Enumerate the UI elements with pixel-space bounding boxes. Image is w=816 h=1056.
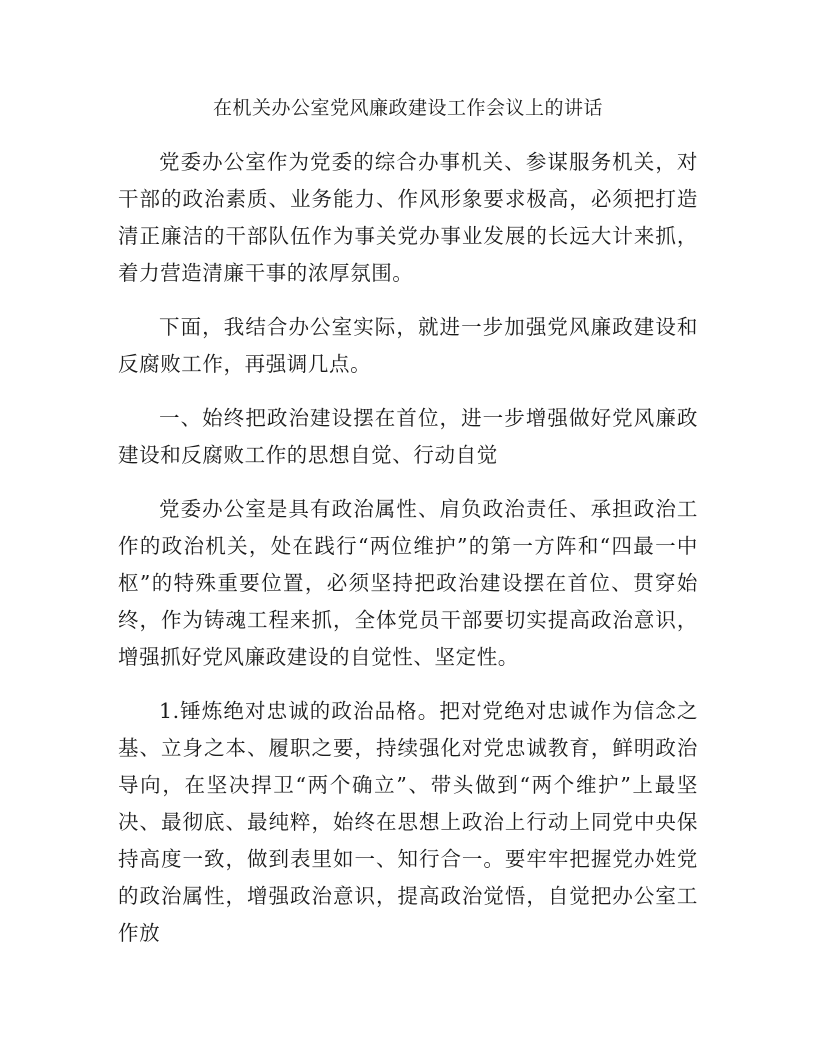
- section-heading-1: 一、始终把政治建设摆在首位，进一步增强做好党风廉政建设和反腐败工作的思想自觉、行动自觉: [118, 406, 698, 467]
- document-body: [118, 144, 698, 952]
- paragraph-intro: 党委办公室作为党委的综合办事机关、参谋服务机关，对干部的政治素质、业务能力、作风形象要求极高，必须把打造清正廉洁的干部队伍作为事关党办事业发展的长远大计来抓，着力营造清廉干事的浓厚氛围。: [118, 150, 698, 285]
- paragraph-point-1: 1.锤炼绝对忠诚的政治品格。把对党绝对忠诚作为信念之基、立身之本、履职之要，持续强化对党忠诚教育，鲜明政治导向，在坚决捍卫“两个确立”、带头做到“两个维护”上最坚决、最彻底、最纯粹，始终在思想上政治上行动上同党中央保持高度一致，做到表里如一、知行合一。要牢牢把握党办姓党的政治属性，增强政治意识，提高政治觉悟，自觉把办公室工作放: [118, 699, 698, 945]
- document-title: 在机关办公室党风廉政建设工作会议上的讲话: [212, 97, 603, 119]
- paragraph-transition: 下面，我结合办公室实际，就进一步加强党风廉政建设和反腐败工作，再强调几点。: [118, 315, 698, 376]
- paragraph-section-1: 党委办公室是具有政治属性、肩负政治责任、承担政治工作的政治机关，处在践行“两位维护”的第一方阵和“四最一中枢”的特殊重要位置，必须坚持把政治建设摆在首位、贯穿始终，作为铸魂工程来抓，全体党员干部要切实提高政治意识，增强抓好党风廉政建设的自觉性、坚定性。: [118, 497, 698, 669]
